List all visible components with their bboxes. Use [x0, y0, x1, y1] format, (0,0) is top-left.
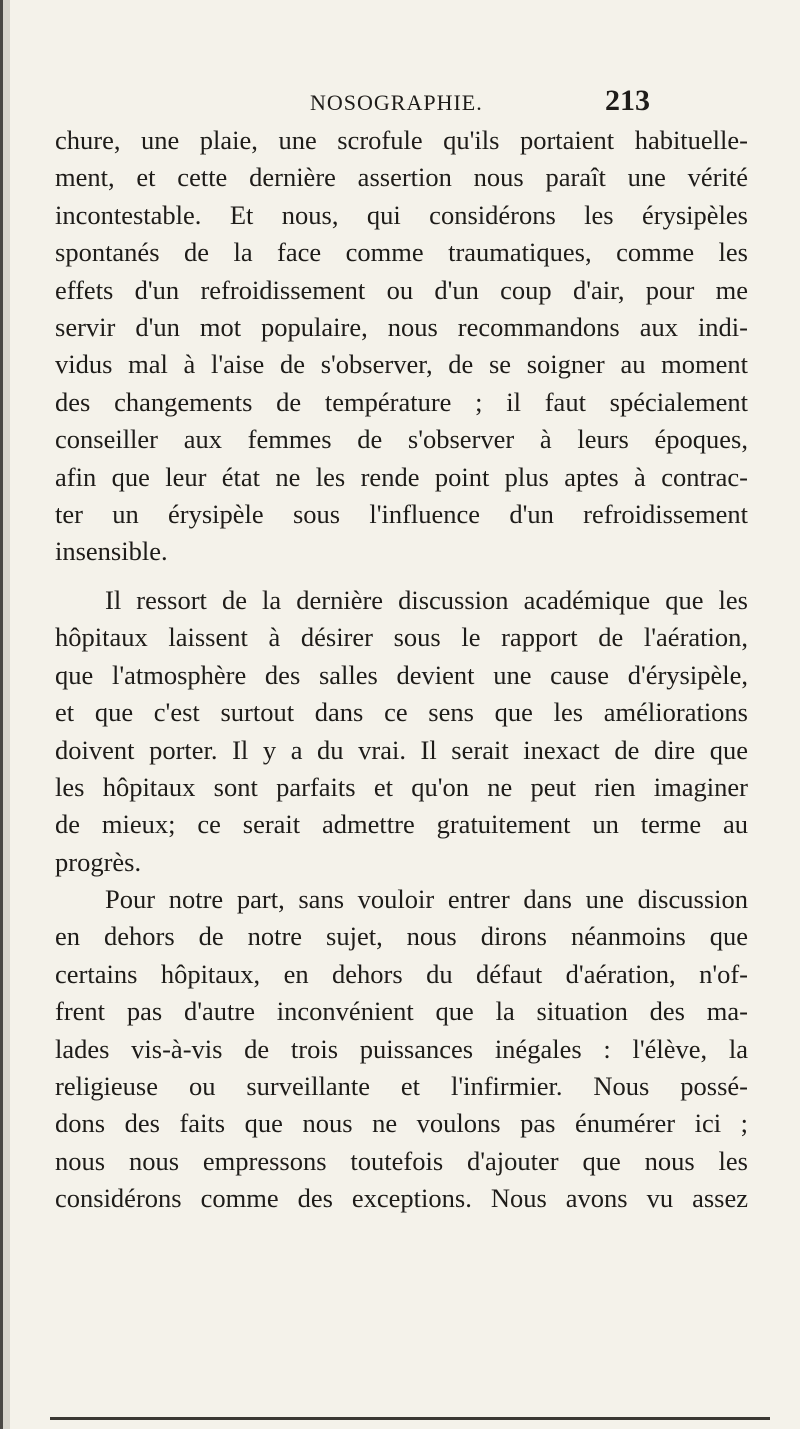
text-line: vidus mal à l'aise de s'observer, de se soigner au moment: [55, 349, 748, 380]
text-line: nous nous empressons toutefois d'ajouter que nous les: [55, 1145, 748, 1176]
running-title: NOSOGRAPHIE.: [310, 90, 483, 115]
text-line: Il ressort de la dernière discussion académique que les: [105, 585, 748, 615]
paragraph-3: [55, 881, 748, 1218]
text-line: que l'atmosphère des salles devient une cause d'érysipèle,: [55, 659, 748, 690]
text-line: de mieux; ce serait admettre gratuitement un terme au: [55, 809, 748, 840]
text-line: religieuse ou surveillante et l'infirmier. Nous possé-: [55, 1070, 748, 1101]
text-line: conseiller aux femmes de s'observer à leurs époques,: [55, 424, 748, 455]
text-line: hôpitaux laissent à désirer sous le rapport de l'aération,: [55, 622, 748, 653]
text-line: et que c'est surtout dans ce sens que les améliorations: [55, 697, 748, 728]
text-line: doivent porter. Il y a du vrai. Il serait inexact de dire que: [55, 734, 748, 765]
text-line: certains hôpitaux, en dehors du défaut d'aération, n'of-: [55, 958, 748, 989]
text-line: effets d'un refroidissement ou d'un coup d'air, pour me: [55, 274, 748, 305]
bottom-rule: [50, 1417, 770, 1420]
text-line: servir d'un mot populaire, nous recommandons aux indi-: [55, 311, 748, 342]
text-line: frent pas d'autre inconvénient que la situation des ma-: [55, 996, 748, 1027]
page-number: 213: [605, 84, 650, 117]
paragraph-2: [55, 582, 748, 881]
text-line: Pour notre part, sans vouloir entrer dans une discussion: [105, 884, 748, 914]
text-line: ment, et cette dernière assertion nous paraît une vérité: [55, 162, 748, 193]
paragraph-1: [55, 122, 748, 571]
text-line: lades vis-à-vis de trois puissances inégales : l'élève, la: [55, 1033, 748, 1064]
text-line: des changements de température ; il faut spécialement: [55, 386, 748, 417]
text-line: considérons comme des exceptions. Nous avons vu assez: [55, 1183, 748, 1214]
text-line: les hôpitaux sont parfaits et qu'on ne peut rien imaginer: [55, 771, 748, 802]
text-line: en dehors de notre sujet, nous dirons néanmoins que: [55, 921, 748, 952]
text-line: chure, une plaie, une scrofule qu'ils portaient habituelle-: [55, 125, 748, 155]
text-line: insensible.: [55, 536, 168, 567]
text-line: progrès.: [55, 846, 142, 877]
text-line: ter un érysipèle sous l'influence d'un refroidissement: [55, 498, 748, 529]
text-line: spontanés de la face comme traumatiques, comme les: [55, 237, 748, 268]
text-line: incontestable. Et nous, qui considérons les érysipèles: [55, 199, 748, 230]
text-line: dons des faits que nous ne voulons pas énumérer ici ;: [55, 1108, 748, 1139]
text-line: afin que leur état ne les rende point plus aptes à contrac-: [55, 461, 748, 492]
page-edge: [0, 0, 10, 1429]
page-header: [310, 84, 650, 120]
